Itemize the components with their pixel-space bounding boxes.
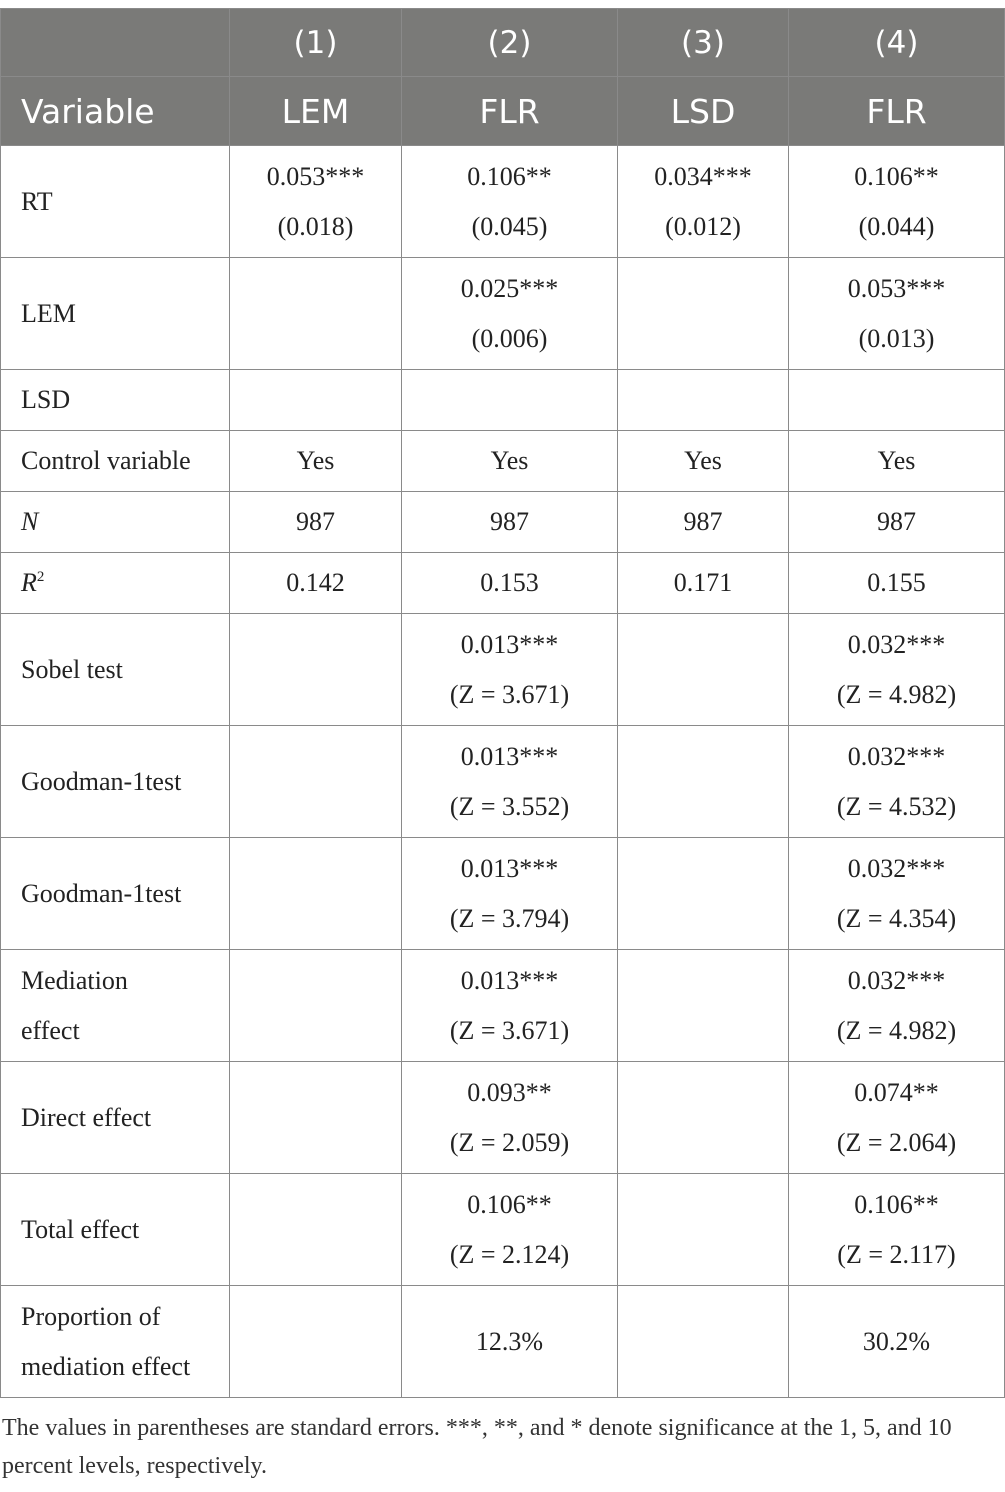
cell-subvalue: (Z = 2.117) [837, 1239, 956, 1269]
column-number-row [1, 9, 1005, 77]
row-label-text: mediation effect [21, 1351, 191, 1381]
cell-value: 987 [683, 507, 723, 536]
row-label [1, 553, 230, 614]
cell-value: 0.053*** [266, 161, 365, 191]
row-label [1, 1286, 230, 1398]
cell-value: Yes [490, 446, 529, 475]
cell-value: 0.013*** [460, 965, 559, 995]
table-row [1, 370, 1005, 431]
cell-subvalue: (Z = 2.124) [449, 1239, 570, 1269]
cell-value: Yes [877, 446, 916, 475]
row-label-text: effect [21, 1015, 80, 1045]
table-row [1, 838, 1005, 950]
table-cell [618, 838, 789, 950]
table-cell [789, 950, 1005, 1062]
column-number: (4) [789, 9, 1005, 77]
cell-value: 0.074** [854, 1077, 939, 1107]
table-cell [402, 950, 618, 1062]
row-label-text: Direct effect [21, 1102, 152, 1132]
cell-subvalue: (0.045) [471, 211, 548, 241]
table-row [1, 492, 1005, 553]
column-name: FLR [402, 77, 618, 146]
row-label-text: Sobel test [21, 654, 123, 684]
table-row [1, 1174, 1005, 1286]
table-cell [230, 614, 402, 726]
cell-value: 0.153 [480, 568, 539, 597]
table-cell [402, 838, 618, 950]
table-cell [230, 258, 402, 370]
table-cell [402, 258, 618, 370]
header-blank-cell [1, 9, 230, 77]
cell-value: 0.032*** [847, 965, 946, 995]
cell-value: 0.025*** [460, 273, 559, 303]
table-cell [789, 1174, 1005, 1286]
variable-header: Variable [1, 77, 230, 146]
cell-subvalue: (0.018) [277, 211, 354, 241]
row-label-text: N [21, 507, 39, 536]
row-label [1, 431, 230, 492]
cell-subvalue: (0.013) [858, 323, 935, 353]
cell-value: 0.013*** [460, 853, 559, 883]
column-name: LSD [618, 77, 789, 146]
cell-subvalue: (0.006) [471, 323, 548, 353]
row-label-text: Mediation [21, 965, 128, 995]
table-cell [618, 431, 789, 492]
table-row [1, 553, 1005, 614]
row-label [1, 258, 230, 370]
table-cell [230, 553, 402, 614]
row-label [1, 370, 230, 431]
table-cell [402, 553, 618, 614]
cell-subvalue: (Z = 4.354) [836, 903, 957, 933]
row-label-text: Goodman-1test [21, 766, 182, 796]
table-cell [618, 370, 789, 431]
cell-value: 0.106** [854, 1189, 939, 1219]
table-cell [789, 431, 1005, 492]
table-cell [789, 553, 1005, 614]
row-label-text: LSD [21, 385, 71, 414]
cell-subvalue: (Z = 3.552) [449, 791, 570, 821]
table-cell [230, 726, 402, 838]
table-cell [789, 614, 1005, 726]
row-label-text: R [21, 568, 37, 597]
table-row [1, 614, 1005, 726]
table-cell [230, 1062, 402, 1174]
row-label-text: LEM [21, 298, 76, 328]
table-cell [618, 553, 789, 614]
cell-value: Yes [296, 446, 335, 475]
table-cell [230, 492, 402, 553]
table-row [1, 431, 1005, 492]
table-cell [618, 258, 789, 370]
row-label-text: Proportion of [21, 1301, 161, 1331]
table-row [1, 1062, 1005, 1174]
cell-value: 987 [877, 507, 916, 536]
cell-value: 0.013*** [460, 629, 559, 659]
column-number: (3) [618, 9, 789, 77]
table-cell [618, 492, 789, 553]
table-cell [402, 614, 618, 726]
row-label [1, 146, 230, 258]
table-cell [402, 1062, 618, 1174]
table-cell [230, 146, 402, 258]
table-cell [402, 146, 618, 258]
table-header [1, 9, 1005, 146]
cell-subvalue: (Z = 4.532) [836, 791, 957, 821]
cell-value: 0.034*** [654, 161, 752, 191]
table-cell [789, 726, 1005, 838]
table-cell [230, 431, 402, 492]
table-row [1, 726, 1005, 838]
table-cell [230, 370, 402, 431]
table-cell [402, 1286, 618, 1398]
table-cell [402, 492, 618, 553]
table-row [1, 146, 1005, 258]
cell-value: 0.053*** [847, 273, 946, 303]
row-label [1, 1062, 230, 1174]
table-cell [789, 1062, 1005, 1174]
table-cell [789, 370, 1005, 431]
table-body [1, 146, 1005, 1398]
cell-value: 0.032*** [847, 853, 946, 883]
cell-value: 0.093** [467, 1077, 552, 1107]
column-number: (2) [402, 9, 618, 77]
cell-value: 0.142 [286, 568, 345, 597]
table-row [1, 1286, 1005, 1398]
table-cell [789, 492, 1005, 553]
cell-subvalue: (Z = 4.982) [836, 1015, 957, 1045]
table-cell [789, 146, 1005, 258]
table-cell [230, 838, 402, 950]
table-cell [618, 1174, 789, 1286]
table-cell [789, 1286, 1005, 1398]
regression-table [0, 8, 1005, 1398]
superscript: 2 [36, 569, 45, 585]
table-cell [230, 1286, 402, 1398]
cell-subvalue: (Z = 2.059) [449, 1127, 570, 1157]
cell-subvalue: (0.012) [665, 211, 741, 241]
cell-value: Yes [684, 446, 722, 475]
table-cell [618, 146, 789, 258]
row-label [1, 950, 230, 1062]
cell-value: 987 [490, 507, 529, 536]
table-cell [789, 258, 1005, 370]
table-cell [402, 1174, 618, 1286]
cell-value: 0.106** [854, 161, 939, 191]
cell-value: 0.106** [467, 1189, 552, 1219]
table-cell [618, 1062, 789, 1174]
cell-subvalue: (Z = 3.671) [449, 679, 570, 709]
cell-value: 0.013*** [460, 741, 559, 771]
table-cell [402, 370, 618, 431]
cell-subvalue: (Z = 3.794) [449, 903, 570, 933]
row-label [1, 614, 230, 726]
cell-value: 0.106** [467, 161, 552, 191]
row-label-text: RT [21, 186, 53, 216]
column-name-row [1, 77, 1005, 146]
table-cell [618, 1286, 789, 1398]
table-cell [402, 431, 618, 492]
column-name: FLR [789, 77, 1005, 146]
cell-value: 0.032*** [847, 629, 946, 659]
cell-subvalue: (Z = 4.982) [836, 679, 957, 709]
row-label [1, 1174, 230, 1286]
cell-value: 30.2% [862, 1326, 931, 1356]
cell-subvalue: (Z = 2.064) [836, 1127, 957, 1157]
column-number: (1) [230, 9, 402, 77]
cell-subvalue: (Z = 3.671) [449, 1015, 570, 1045]
row-label [1, 838, 230, 950]
table-row [1, 258, 1005, 370]
cell-value: 0.155 [867, 568, 926, 597]
table-cell [230, 1174, 402, 1286]
table-cell [230, 950, 402, 1062]
table-cell [789, 838, 1005, 950]
column-name: LEM [230, 77, 402, 146]
cell-value: 12.3% [475, 1326, 544, 1356]
table-cell [618, 950, 789, 1062]
row-label-text: Control variable [21, 446, 191, 475]
cell-value: 0.032*** [847, 741, 946, 771]
table-footnote: The values in parentheses are standard errors. ***, **, and * denote significance at the 1, 5, and 10 percent levels, respectively. [2, 1415, 952, 1479]
row-label-text: Total effect [21, 1214, 140, 1244]
cell-subvalue: (0.044) [858, 211, 935, 241]
table-cell [618, 726, 789, 838]
row-label [1, 492, 230, 553]
table-cell [402, 726, 618, 838]
row-label [1, 726, 230, 838]
cell-value: 987 [296, 507, 335, 536]
table-cell [618, 614, 789, 726]
table-row [1, 950, 1005, 1062]
cell-value: 0.171 [673, 568, 733, 597]
row-label-text: Goodman-1test [21, 878, 182, 908]
